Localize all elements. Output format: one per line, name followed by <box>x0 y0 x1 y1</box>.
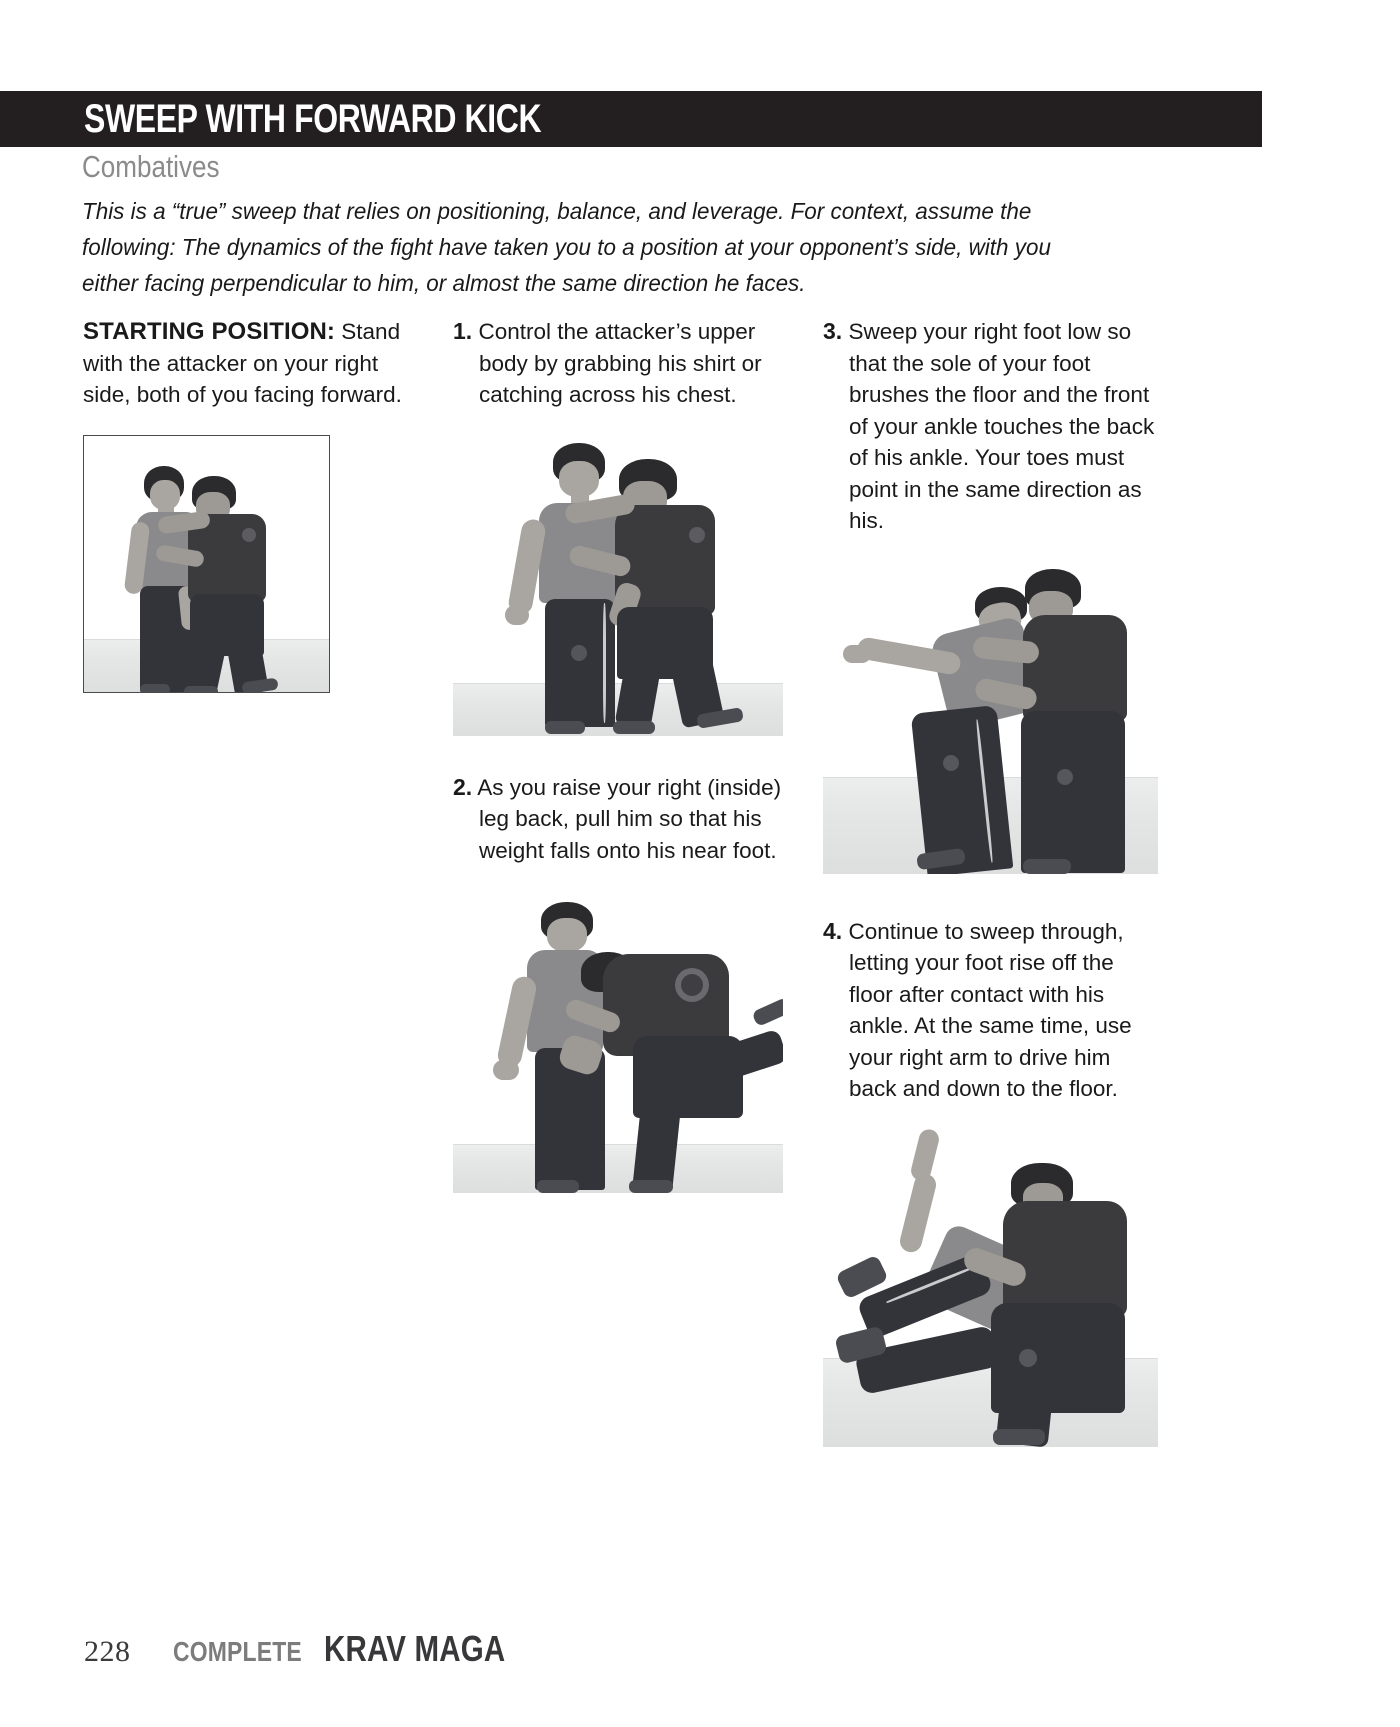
section-subtitle: Combatives <box>82 149 220 184</box>
page-title: SWEEP WITH FORWARD KICK <box>84 97 542 141</box>
book-title-word-two: KRAV MAGA <box>323 1628 505 1669</box>
column-one <box>83 316 411 693</box>
starting-position-body: Stand with the attacker on your right side, both of you facing forward. <box>83 319 402 407</box>
page-footer <box>84 1628 545 1670</box>
starting-position-text <box>83 316 411 411</box>
step-2-text <box>453 772 783 867</box>
book-title-word-one: COMPLETE <box>172 1636 302 1667</box>
step-2-body: As you raise your right (inside) leg back, pull him so that his weight falls onto his near foot. <box>477 774 782 863</box>
step-1-body: Control the attacker’s upper body by grabbing his shirt or catching across his chest. <box>478 319 762 407</box>
step-3-text <box>823 316 1158 537</box>
step-4-photo <box>823 1127 1158 1447</box>
intro-paragraph: This is a “true” sweep that relies on positioning, balance, and leverage. For context, assume the following: The dynamics of the fight have taken you to a position at your opponent’s side, with you either facing perpendicular to him, or almost the same direction he faces. <box>82 198 1051 296</box>
column-two <box>453 316 783 1193</box>
step-1-photo <box>453 433 783 736</box>
step-3-body: Sweep your right foot low so that the sole of your foot brushes the floor and the front of your ankle touches the back of his ankle. Your toes must point in the same direction as his. <box>848 319 1155 533</box>
step-2-photo <box>453 888 783 1193</box>
step-1-number: 1. <box>453 318 473 344</box>
step-3-number: 3. <box>823 318 843 344</box>
step-3-photo <box>823 559 1158 874</box>
starting-position-label: STARTING POSITION: <box>83 318 336 345</box>
step-4-body: Continue to sweep through, letting your foot rise off the floor after contact with his ankle. At the same time, use your right arm to drive him back and down to the floor. <box>848 918 1132 1101</box>
page-number: 228 <box>84 1635 131 1668</box>
step-4-number: 4. <box>823 917 843 944</box>
step-4-text <box>823 916 1158 1105</box>
column-three <box>823 316 1158 1447</box>
step-2-number: 2. <box>453 773 473 800</box>
step-1-text <box>453 316 783 411</box>
starting-position-photo <box>83 435 330 693</box>
